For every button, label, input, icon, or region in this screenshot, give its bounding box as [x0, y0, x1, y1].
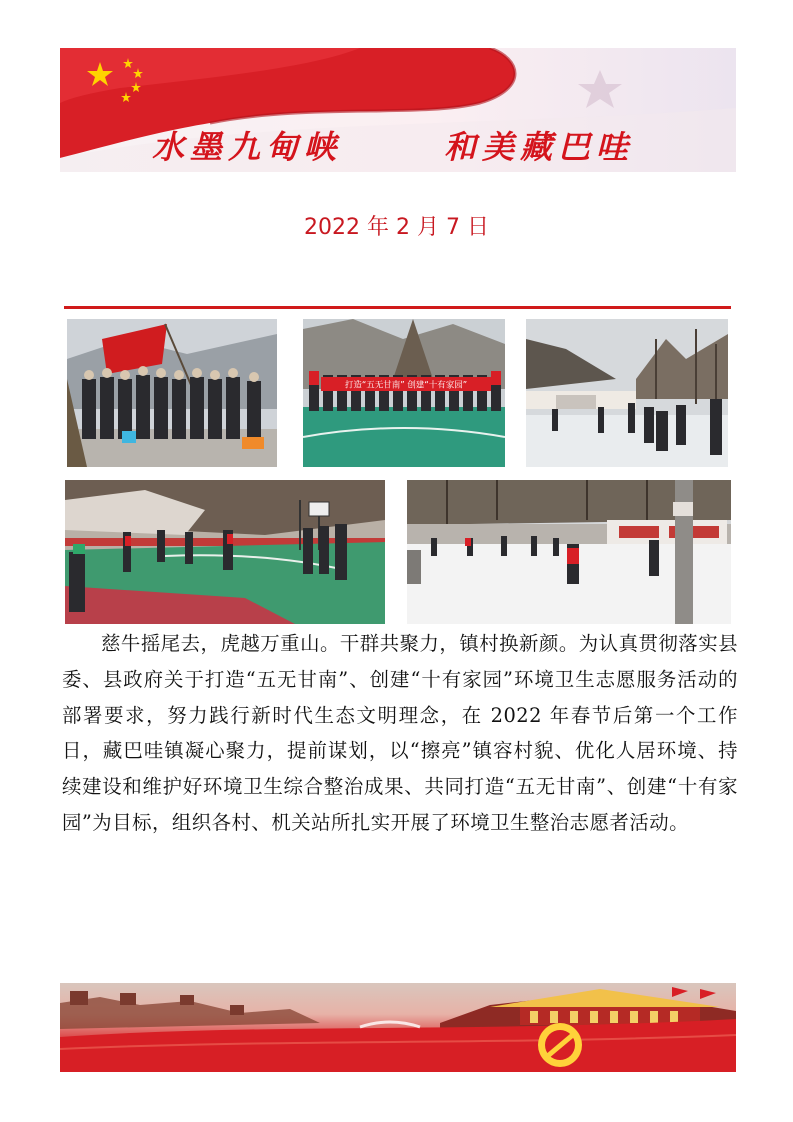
header-banner [60, 48, 736, 172]
date-line: 2022 年 2 月 7 日 [304, 215, 489, 240]
banner-title-left: 水墨九甸峡 [152, 128, 343, 166]
banner-caption: 打造“五无甘南” 创建“十有家园” [344, 380, 468, 391]
photo-basketball-court-sweeping [65, 480, 385, 624]
article-paragraph: 慈牛摇尾去，虎越万重山。干群共聚力，镇村换新颜。为认真贯彻落实县委、县政府关于打造“五无甘南”、创建“十有家园”环境卫生志愿服务活动的部署要求，努力践行新时代生态文明理念，在 2022 年春节后第一个工作日，藏巴哇镇凝心聚力，提前谋划，以“擦亮”镇容村貌、优化人居环境、持续建设和维护好环境卫生综合整治成果、共同打造“五无甘南”、创建“十有家园”为目标，组织各村、机关站所扎实开展了环境卫生整治志愿者活动。 [62, 632, 738, 834]
photo-party-flag-group [67, 319, 277, 467]
hammer-sickle-icon [538, 1023, 582, 1067]
great-wall-palace-graphic [60, 983, 736, 1072]
photo-court-banner-group [303, 319, 505, 467]
banner-title-right: 和美藏巴哇 [444, 128, 635, 166]
photo-village-street [526, 319, 728, 467]
faint-star-icon [578, 70, 622, 108]
footer-banner [60, 983, 736, 1072]
divider [64, 306, 731, 309]
photo-snow-road-sweeping [407, 480, 731, 624]
